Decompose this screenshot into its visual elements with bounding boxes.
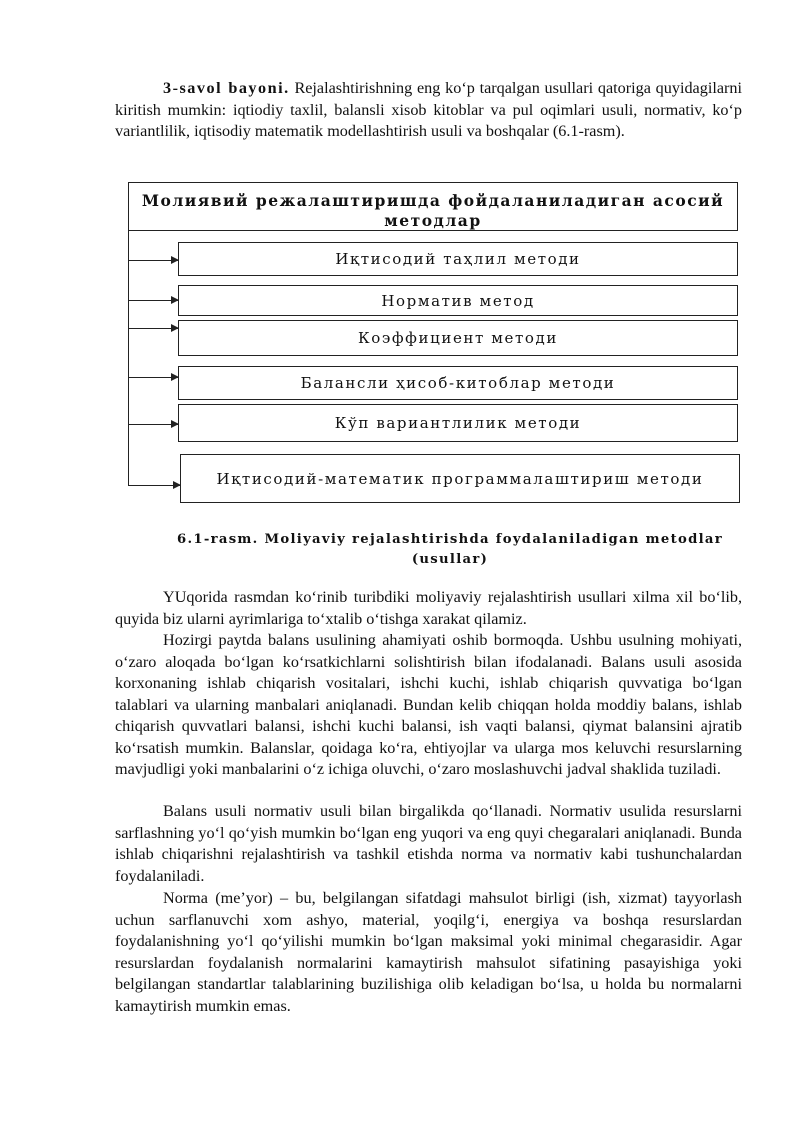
method-box: Иқтисодий-математик программалаштириш методи [180, 454, 740, 503]
arrow-connector [128, 328, 178, 329]
question-lead: 3-savol bayoni. [163, 79, 290, 97]
method-box: Иқтисодий таҳлил методи [178, 242, 738, 276]
body-paragraph: YUqorida rasmdan ko‘rinib turibdiki moliyaviy rejalashtirish usullari xilma xil bo‘lib, quyida biz ularni ayrimlariga to‘xtalib o‘tishga xarakat qilamiz. [115, 588, 742, 628]
body-paragraph: Balans usuli normativ usuli bilan birgalikda qo‘llanadi. Normativ usulida resurslarni sarflashning yo‘l qo‘yish mumkin bo‘lgan eng yuqori va eng quyi chegaralari aniqlanadi. Bunda ishlab chiqarishni rejalashtirish va tashkil etishda norma va normativ kabi tushunchalardan foydalaniladi. [115, 802, 742, 885]
method-box: Кўп вариантлилик методи [178, 404, 738, 442]
diagram-header: Молиявий режалаштиришда фойдаланиладиган асосий методлар [128, 182, 738, 231]
connector-line [128, 231, 129, 486]
body-paragraph: Hozirgi paytda balans usulining ahamiyati oshib bormoqda. Ushbu usulning mohiyati, o‘zaro aloqada bo‘lgan ko‘rsatkichlarni solishtirish bilan ifodalanadi. Balans usuli asosida korxonaning ishlab chiqarish vositalari, ishchi kuchi, ishlab chiqarish quvvatiga bo‘lgan talablari va ularning manbalari aniqlanadi. Bundan kelib chiqqan holda moddiy balans, ishlab chiqarish quvvatlari balansi, ishchi kuchi balansi, ish vaqti balansi, qiymat balansini ajratib ko‘rsatish mumkin. Balanslar, qoidaga ko‘ra, ehtiyojlar va ularga mos keluvchi resurslarning mavjudligi yoki manbalarini o‘z ichiga oluvchi, o‘zaro moslashuvchi jadval shaklida tuziladi. [115, 631, 742, 778]
arrow-connector [128, 377, 178, 378]
arrow-connector [128, 485, 180, 486]
arrow-connector [128, 260, 178, 261]
arrow-connector [128, 300, 178, 301]
intro-text: Rejalashtirishning eng ko‘p tarqalgan usullari qatoriga quyidagilarni kiritish mumkin: iqtiodiy taxlil, balansli xisob kitoblar va pul oqimlari usuli, normativ, ko‘p variantlilik, iqtisodiy matematik modellashtirish usuli va boshqalar (6.1-rasm). [115, 79, 742, 140]
intro-paragraph [115, 78, 742, 143]
methods-diagram [128, 182, 740, 512]
method-box: Балансли ҳисоб-китоблар методи [178, 366, 738, 400]
method-box: Коэффициент методи [178, 320, 738, 356]
arrow-connector [128, 424, 178, 425]
body-paragraph: Norma (me’yor) – bu, belgilangan sifatdagi mahsulot birligi (ish, xizmat) tayyorlash uchun sarflanuvchi xom ashyo, material, yoqilg‘i, energiya va boshqa resurslardan foydalanishning yo‘l qo‘yilishi mumkin bo‘lgan maksimal yoki minimal chegarasidir. Agar resurslardan foydalanish normalarini kamaytirish mahsulot sifatining pasayishiga yoki belgilangan standartlar talablarining buzilishiga olib keladigan bo‘lsa, u holda bu normalarni kamaytirish mumkin emas. [115, 889, 742, 1015]
method-box: Норматив метод [178, 285, 738, 316]
figure-caption: 6.1-rasm. Moliyaviy rejalashtirishda foydalaniladigan metodlar (usullar) [177, 532, 723, 567]
